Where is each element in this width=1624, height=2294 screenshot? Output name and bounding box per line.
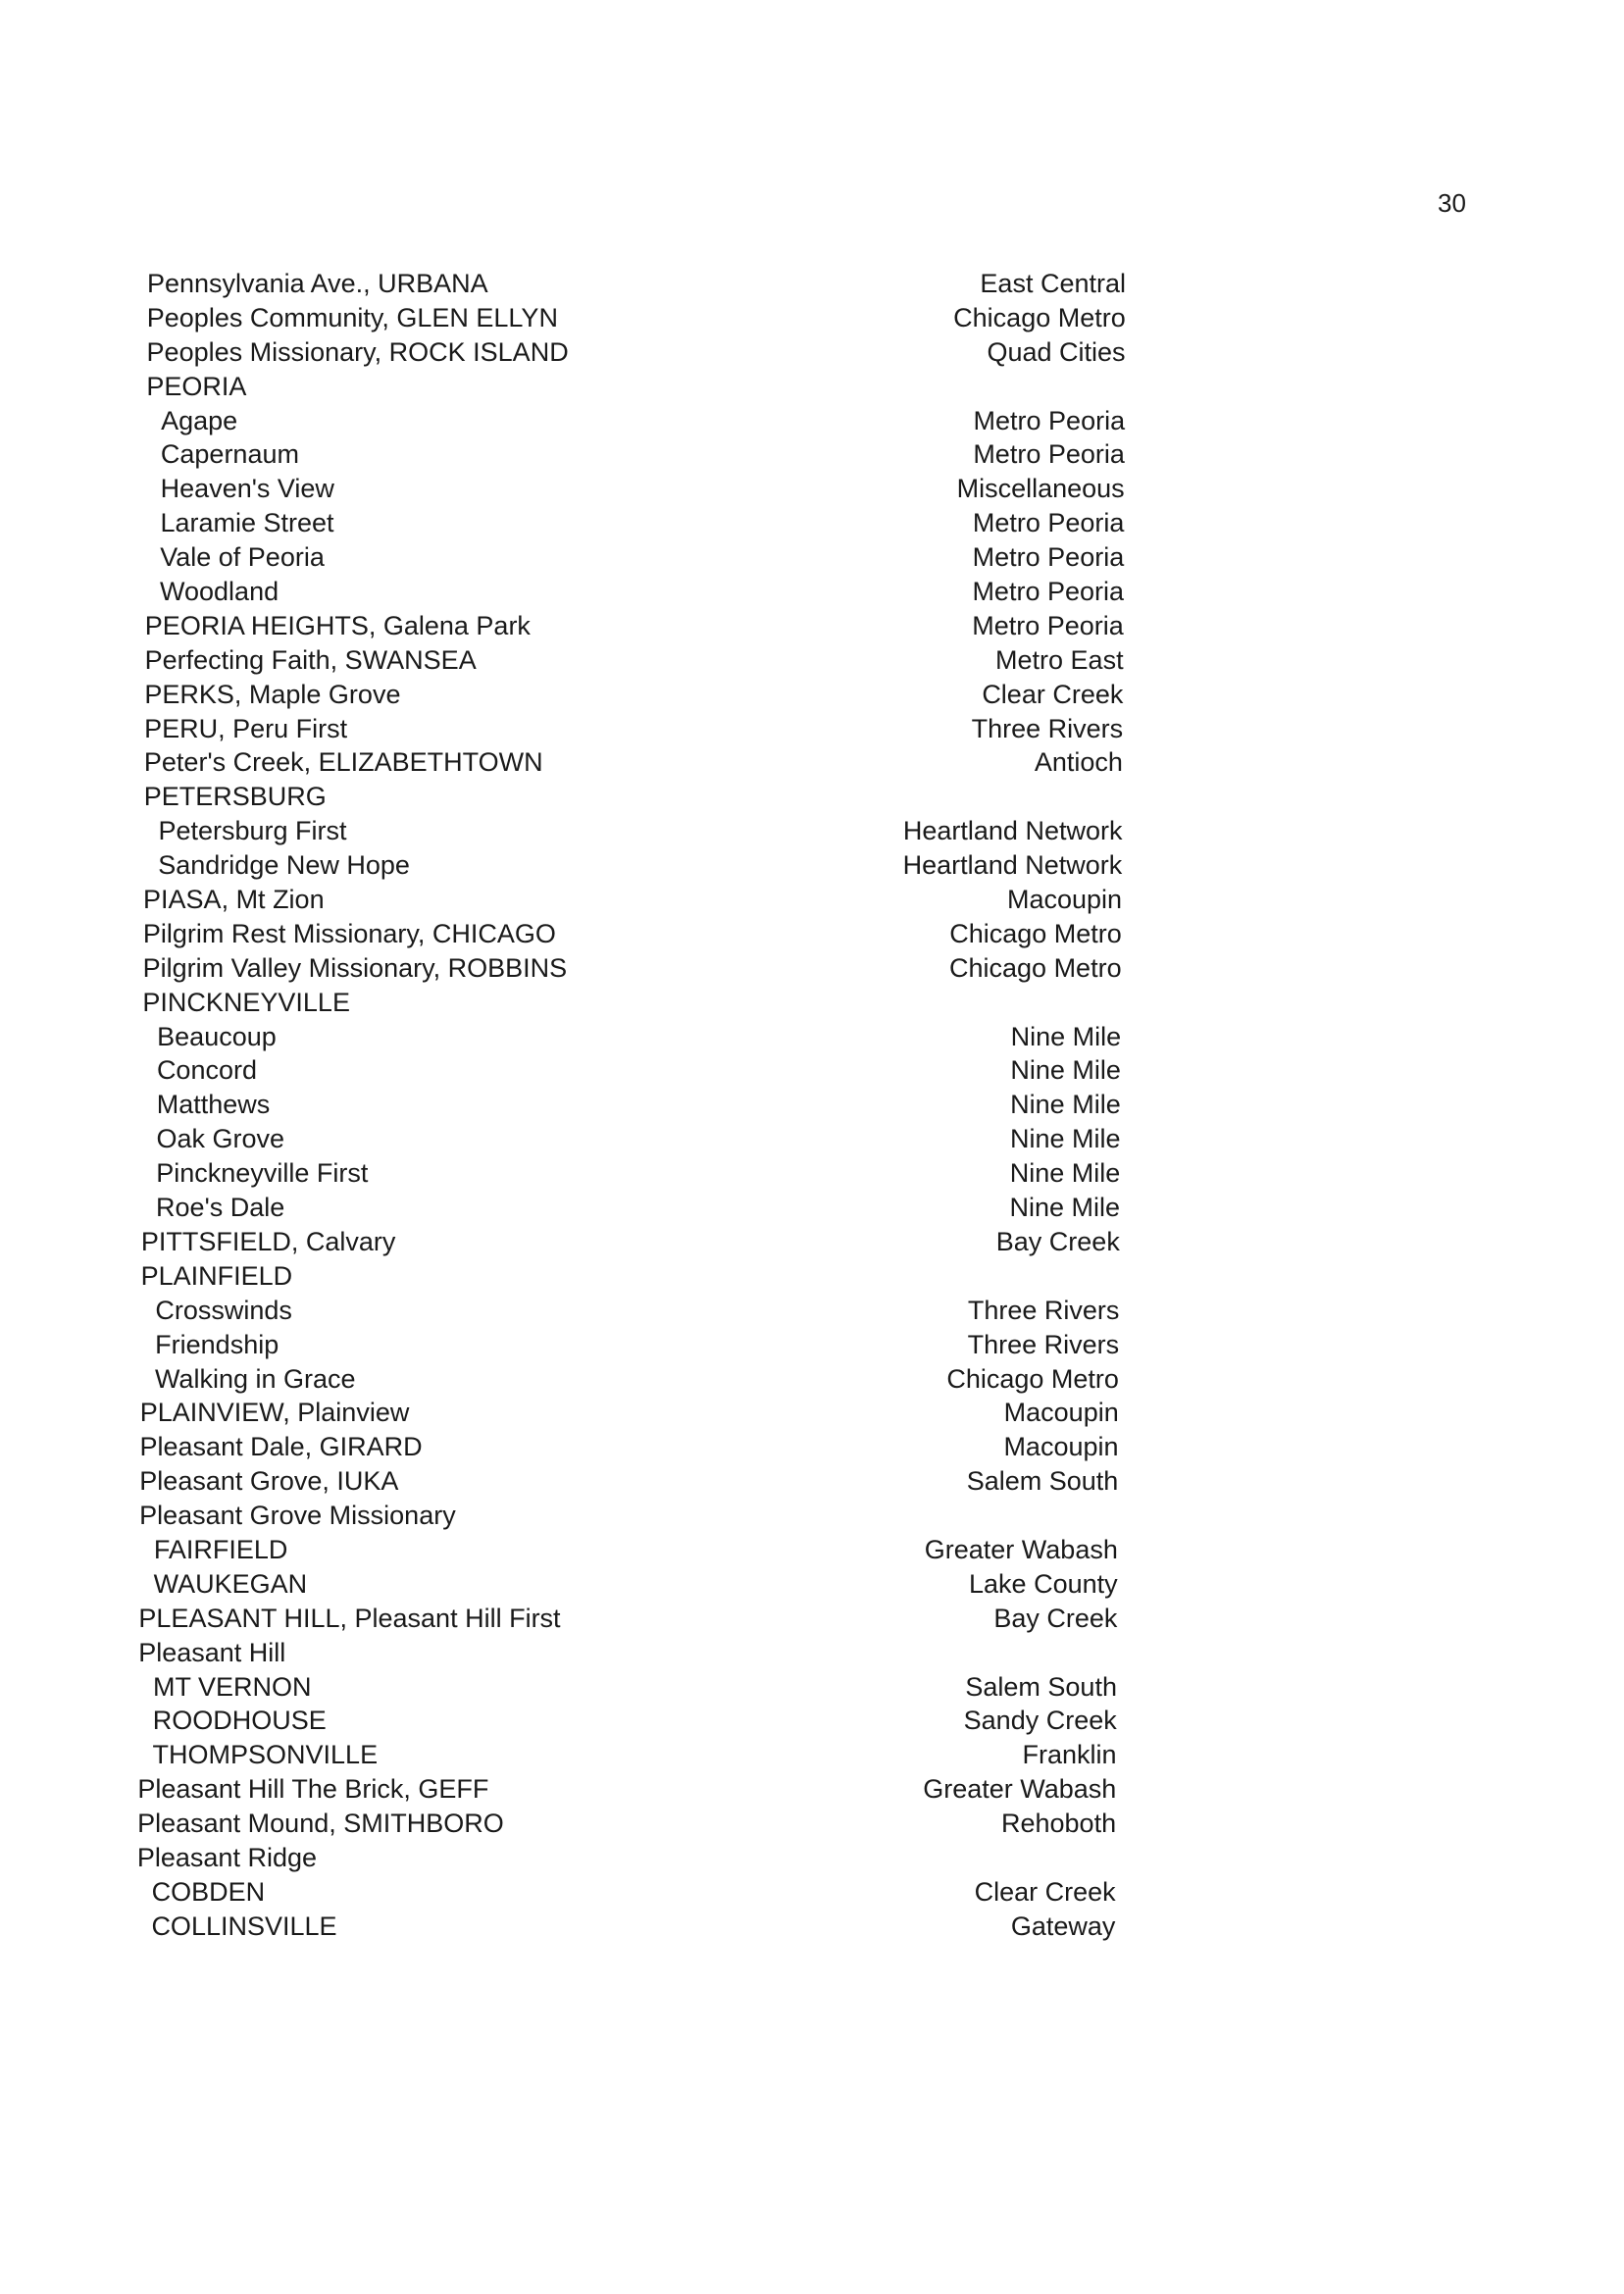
church-name: Pleasant Dale, GIRARD [139, 1432, 423, 1462]
association-name: Chicago Metro [949, 918, 1122, 948]
church-name: MT VERNON [152, 1671, 312, 1702]
church-name: Roe's Dale [156, 1193, 285, 1223]
association-name: Salem South [966, 1466, 1119, 1497]
church-name: WAUKEGAN [153, 1568, 308, 1599]
table-row [0, 575, 1624, 609]
association-name: Three Rivers [967, 1295, 1120, 1325]
church-name: Pinckneyville First [156, 1158, 369, 1189]
church-listing [0, 267, 1624, 1944]
table-row [0, 1122, 1624, 1156]
church-name: Oak Grove [156, 1124, 285, 1154]
church-name: Agape [161, 405, 238, 435]
association-name: Bay Creek [993, 1603, 1118, 1633]
table-row [0, 1704, 1624, 1738]
association-name: Quad Cities [987, 336, 1126, 367]
church-name: Peoples Community, GLEN ELLYN [146, 302, 558, 332]
table-row [0, 1807, 1624, 1841]
table-row [0, 1396, 1624, 1430]
church-name: Heaven's View [160, 474, 334, 504]
table-row [0, 506, 1624, 540]
table-row [0, 1875, 1624, 1910]
association-name: Macoupin [1006, 885, 1123, 915]
association-name: Metro Peoria [972, 577, 1125, 607]
church-name: FAIRFIELD [153, 1534, 288, 1564]
table-row [0, 780, 1624, 814]
church-name: PEORIA [146, 371, 247, 401]
church-name: Perfecting Faith, SWANSEA [144, 644, 477, 675]
church-name: Sandridge New Hope [158, 850, 410, 881]
church-name: Pilgrim Rest Missionary, CHICAGO [142, 918, 556, 948]
association-name: Metro Peoria [973, 439, 1125, 470]
church-name: Matthews [156, 1090, 271, 1120]
table-row [0, 540, 1624, 575]
association-name: Greater Wabash [924, 1534, 1118, 1564]
church-name: Laramie Street [160, 508, 334, 538]
table-row [0, 883, 1624, 917]
church-name: Crosswinds [155, 1295, 292, 1325]
table-row [0, 1259, 1624, 1294]
church-name: Beaucoup [157, 1021, 277, 1051]
association-name: Heartland Network [902, 816, 1123, 846]
church-name: Pleasant Mound, SMITHBORO [137, 1809, 504, 1839]
table-row [0, 370, 1624, 404]
church-name: PIASA, Mt Zion [143, 885, 325, 915]
table-row [0, 986, 1624, 1020]
church-name: COBDEN [151, 1876, 266, 1907]
table-row [0, 1088, 1624, 1122]
church-name: Pleasant Grove Missionary [139, 1501, 456, 1531]
association-name: Macoupin [1003, 1432, 1119, 1462]
table-row [0, 1430, 1624, 1464]
church-name: PETERSBURG [143, 782, 327, 812]
table-row [0, 1362, 1624, 1397]
association-name: Chicago Metro [946, 1363, 1119, 1394]
page-number: 30 [1438, 188, 1466, 218]
table-row [0, 917, 1624, 951]
table-row [0, 404, 1624, 438]
church-name: PERU, Peru First [144, 713, 348, 743]
association-name: Rehoboth [1000, 1809, 1117, 1839]
association-name: Antioch [1034, 747, 1123, 778]
church-name: Pleasant Hill [138, 1637, 286, 1667]
association-name: East Central [980, 269, 1126, 298]
association-name: Three Rivers [967, 1329, 1120, 1359]
association-name: Nine Mile [1010, 1055, 1121, 1086]
church-name: Pleasant Ridge [136, 1842, 317, 1872]
table-row [0, 1738, 1624, 1772]
church-name: ROODHOUSE [152, 1706, 327, 1736]
table-row [0, 1636, 1624, 1670]
association-name: Franklin [1022, 1740, 1117, 1770]
table-row [0, 1910, 1624, 1944]
table-row [0, 745, 1624, 780]
church-name: PLAINVIEW, Plainview [139, 1398, 410, 1428]
table-row [0, 1499, 1624, 1533]
association-name: Lake County [969, 1568, 1118, 1599]
association-name: Macoupin [1003, 1398, 1119, 1428]
table-row [0, 1225, 1624, 1259]
table-row [0, 1841, 1624, 1875]
church-name: THOMPSONVILLE [152, 1740, 379, 1770]
church-name: PEORIA HEIGHTS, Galena Park [144, 610, 531, 640]
table-row [0, 1670, 1624, 1705]
church-name: Capernaum [160, 439, 299, 470]
association-name: Nine Mile [1010, 1021, 1122, 1051]
church-name: PINCKNEYVILLE [142, 987, 350, 1017]
table-row [0, 1053, 1624, 1088]
church-name: PLAINFIELD [140, 1260, 293, 1291]
table-row [0, 1464, 1624, 1499]
association-name: Nine Mile [1009, 1158, 1121, 1189]
table-row [0, 678, 1624, 712]
table-row [0, 1156, 1624, 1191]
table-row [0, 609, 1624, 643]
church-name: Vale of Peoria [160, 542, 325, 573]
association-name: Metro Peoria [972, 508, 1125, 538]
table-row [0, 335, 1624, 370]
church-name: PERKS, Maple Grove [144, 679, 401, 709]
association-name: Miscellaneous [956, 474, 1125, 504]
church-name: Peter's Creek, ELIZABETHTOWN [143, 747, 543, 778]
table-row [0, 267, 1624, 301]
church-name: Friendship [155, 1329, 279, 1359]
table-row [0, 814, 1624, 848]
church-name: Petersburg First [158, 816, 347, 846]
church-name: Walking in Grace [154, 1363, 356, 1394]
table-row [0, 1602, 1624, 1636]
table-row [0, 712, 1624, 746]
association-name: Nine Mile [1009, 1193, 1121, 1223]
church-name: Pleasant Grove, IUKA [139, 1466, 399, 1497]
association-name: Clear Creek [974, 1876, 1116, 1907]
table-row [0, 1772, 1624, 1807]
association-name: Chicago Metro [949, 952, 1122, 983]
association-name: Salem South [965, 1671, 1117, 1702]
church-name: Pleasant Hill The Brick, GEFF [137, 1774, 489, 1805]
table-row [0, 1328, 1624, 1362]
church-name: COLLINSVILLE [151, 1911, 337, 1941]
table-row [0, 472, 1624, 506]
church-name: Pennsylvania Ave., URBANA [147, 269, 488, 298]
table-row [0, 1294, 1624, 1328]
association-name: Greater Wabash [923, 1774, 1117, 1805]
association-name: Bay Creek [995, 1226, 1120, 1256]
church-name: Pilgrim Valley Missionary, ROBBINS [142, 952, 568, 983]
association-name: Metro Peoria [973, 405, 1126, 435]
table-row [0, 643, 1624, 678]
church-name: Peoples Missionary, ROCK ISLAND [146, 336, 569, 367]
association-name: Nine Mile [1010, 1090, 1121, 1120]
association-name: Metro East [995, 644, 1124, 675]
table-row [0, 301, 1624, 335]
association-name: Clear Creek [982, 679, 1124, 709]
association-name: Sandy Creek [963, 1706, 1117, 1736]
table-row [0, 1191, 1624, 1225]
table-row [0, 1567, 1624, 1602]
association-name: Gateway [1010, 1911, 1116, 1941]
table-row [0, 1020, 1624, 1054]
association-name: Metro Peoria [972, 610, 1124, 640]
association-name: Metro Peoria [972, 542, 1125, 573]
association-name: Three Rivers [971, 713, 1124, 743]
table-row [0, 437, 1624, 472]
association-name: Nine Mile [1009, 1124, 1121, 1154]
association-name: Chicago Metro [953, 302, 1126, 332]
table-row [0, 1533, 1624, 1567]
church-name: PLEASANT HILL, Pleasant Hill First [138, 1603, 561, 1633]
table-row [0, 848, 1624, 883]
association-name: Heartland Network [902, 850, 1123, 881]
church-name: Concord [156, 1055, 257, 1086]
church-name: Woodland [160, 577, 279, 607]
church-name: PITTSFIELD, Calvary [140, 1226, 396, 1256]
table-row [0, 951, 1624, 986]
